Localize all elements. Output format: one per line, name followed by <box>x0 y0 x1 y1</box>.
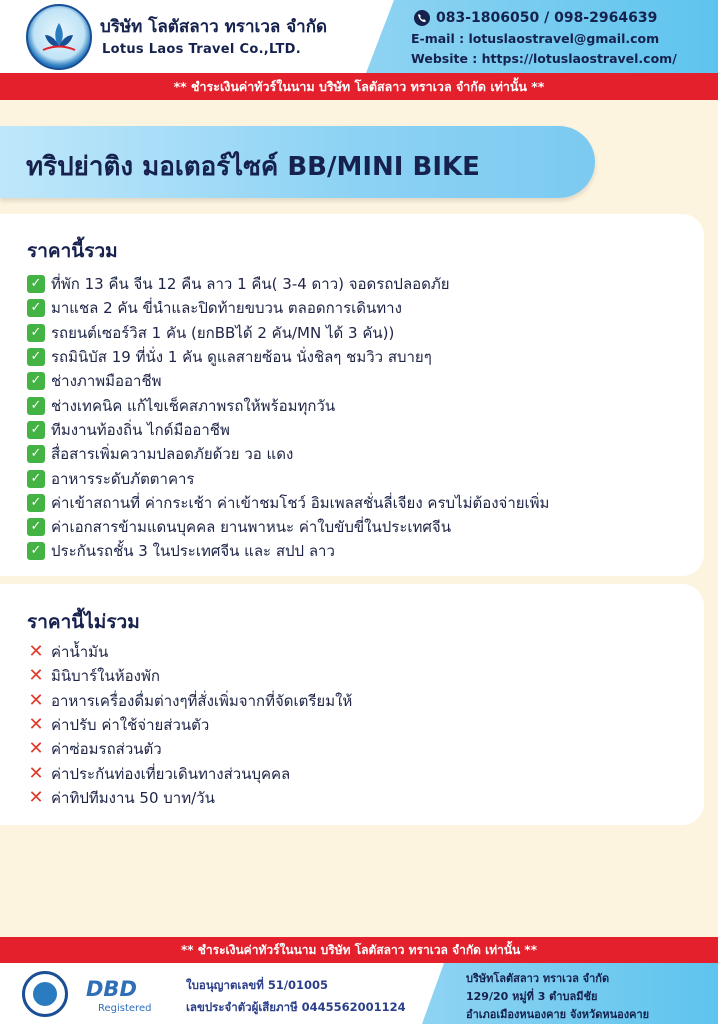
lotus-icon <box>37 15 81 59</box>
check-icon: ✓ <box>27 421 45 439</box>
list-item-text: รถยนต์เซอร์วิส 1 คัน (ยกBBได้ 2 คัน/MN ได้ 3 คัน)) <box>51 323 395 342</box>
list-item <box>27 442 549 466</box>
dbd-registered-label: Registered <box>98 1003 152 1014</box>
list-item <box>27 418 549 442</box>
title-banner <box>0 126 595 198</box>
check-icon: ✓ <box>27 348 45 366</box>
payment-notice-bottom: ** ชำระเงินค่าทัวร์ในนาม บริษัท โลตัสลาว ทราเวล จำกัด เท่านั้น ** <box>0 937 718 963</box>
license-number: ใบอนุญาตเลขที่ 51/01005 <box>186 978 329 992</box>
dbd-mark: DBD <box>86 977 137 1001</box>
list-item-text: ค่าเอกสารข้ามแดนบุคคล ยานพาหนะ ค่าใบขับขี่ในประเทศจีน <box>51 518 451 537</box>
list-item-text: สื่อสารเพิ่มความปลอดภัยด้วย วอ แดง <box>51 445 294 464</box>
check-icon: ✓ <box>27 494 45 512</box>
list-item-text: ค่าน้ำมัน <box>51 643 109 662</box>
excluded-card <box>0 584 704 825</box>
list-item <box>27 761 352 785</box>
list-item <box>27 369 549 393</box>
list-item-text: ค่าทิปทีมงาน 50 บาท/วัน <box>51 788 215 807</box>
company-name-thai: บริษัท โลตัสลาว ทราเวล จำกัด <box>100 17 328 37</box>
list-item-text: ช่างเทคนิค แก้ไขเช็คสภาพรถให้พร้อมทุกวัน <box>51 396 336 415</box>
list-item <box>27 640 352 664</box>
check-icon: ✓ <box>27 397 45 415</box>
list-item-text: มินิบาร์ในห้องพัก <box>51 667 160 686</box>
list-item-text: ประกันรถชั้น 3 ในประเทศจีน และ สปป ลาว <box>51 542 335 561</box>
dbd-registered-logo <box>86 977 170 1017</box>
lotus-travel-logo <box>26 4 92 70</box>
list-item <box>27 491 549 515</box>
header <box>0 0 718 73</box>
list-item <box>27 466 549 490</box>
list-item <box>27 713 352 737</box>
check-icon: ✓ <box>27 299 45 317</box>
list-item-text: ที่พัก 13 คืน จีน 12 คืน ลาว 1 คืน( 3-4 ดาว) จอดรถปลอดภัย <box>51 275 450 294</box>
list-item-text: มาแชล 2 คัน ขี่นำและปิดท้ายขบวน ตลอดการเดินทาง <box>51 299 402 318</box>
list-item <box>27 689 352 713</box>
phone-icon <box>414 10 430 26</box>
cross-icon: ✕ <box>28 665 44 687</box>
list-item <box>27 786 352 810</box>
list-item <box>27 393 549 417</box>
list-item-text: ค่าเข้าสถานที่ ค่ากระเช้า ค่าเข้าชมโชว์ อิมเพลสชั่นลี่เจียง ครบไม่ต้องจ่ายเพิ่ม <box>51 493 550 512</box>
tourism-license-seal-icon <box>22 971 68 1017</box>
tax-id: เลขประจำตัวผู้เสียภาษี 0445562001124 <box>186 1000 406 1014</box>
cross-icon: ✕ <box>28 786 44 808</box>
list-item <box>27 345 549 369</box>
cross-icon: ✕ <box>28 641 44 663</box>
included-heading: ราคานี้รวม <box>27 240 118 262</box>
address-street: 129/20 หมู่ที่ 3 ตำบลมีชัย <box>466 990 598 1003</box>
website-link[interactable]: Website : https://lotuslaostravel.com/ <box>411 51 677 66</box>
list-item <box>27 272 549 296</box>
list-item-text: ค่าซ่อมรถส่วนตัว <box>51 740 162 759</box>
list-item-text: รถมินิบัส 19 ที่นั่ง 1 คัน ดูแลสายซ้อน นั่งชิลๆ ชมวิว สบายๆ <box>51 348 432 367</box>
list-item <box>27 515 549 539</box>
included-card <box>0 214 704 576</box>
cross-icon: ✕ <box>28 738 44 760</box>
list-item-text: อาหารระดับภัตตาคาร <box>51 469 195 488</box>
list-item-text: ช่างภาพมืออาชีพ <box>51 372 162 391</box>
check-icon: ✓ <box>27 372 45 390</box>
list-item-text: ทีมงานท้องถิ่น ไกด์มืออาชีพ <box>51 420 230 439</box>
list-item <box>27 321 549 345</box>
list-item-text: อาหารเครื่องดื่มต่างๆที่สั่งเพิ่มจากที่จัดเตรียมให้ <box>51 691 353 710</box>
check-icon: ✓ <box>27 445 45 463</box>
list-item <box>27 539 549 563</box>
page-title: ทริปย่าติง มอเตอร์ไซค์ BB/MINI BIKE <box>26 152 480 182</box>
cross-icon: ✕ <box>28 762 44 784</box>
list-item-text: ค่าปรับ ค่าใช้จ่ายส่วนตัว <box>51 716 210 735</box>
check-icon: ✓ <box>27 275 45 293</box>
list-item <box>27 296 549 320</box>
list-item-text: ค่าประกันท่องเที่ยวเดินทางส่วนบุคคล <box>51 764 291 783</box>
email-contact[interactable]: E-mail : lotuslaostravel@gmail.com <box>411 31 660 46</box>
check-icon: ✓ <box>27 470 45 488</box>
payment-notice-top: ** ชำระเงินค่าทัวร์ในนาม บริษัท โลตัสลาว ทราเวล จำกัด เท่านั้น ** <box>0 73 718 100</box>
check-icon: ✓ <box>27 542 45 560</box>
address-company: บริษัทโลตัสลาว ทราเวล จำกัด <box>466 972 610 985</box>
excluded-list <box>27 640 352 810</box>
list-item <box>27 664 352 688</box>
excluded-heading: ราคานี้ไม่รวม <box>27 611 140 633</box>
address-district: อำเภอเมืองหนองคาย จังหวัดหนองคาย <box>466 1008 650 1021</box>
company-name-english: Lotus Laos Travel Co.,LTD. <box>102 42 301 57</box>
cross-icon: ✕ <box>28 714 44 736</box>
check-icon: ✓ <box>27 518 45 536</box>
included-list <box>27 272 549 564</box>
list-item <box>27 737 352 761</box>
check-icon: ✓ <box>27 324 45 342</box>
footer <box>0 963 718 1024</box>
cross-icon: ✕ <box>28 689 44 711</box>
phone-numbers: 083-1806050 / 098-2964639 <box>436 10 658 26</box>
phone-contact[interactable] <box>414 10 657 26</box>
